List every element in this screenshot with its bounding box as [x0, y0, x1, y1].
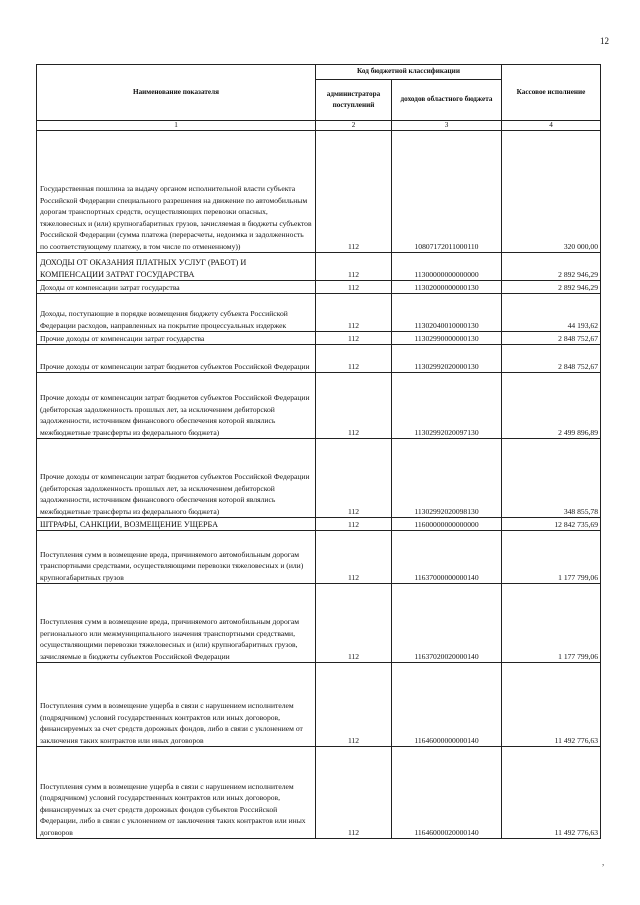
row-admin: 112 [316, 332, 392, 345]
row-admin: 112 [316, 281, 392, 294]
row-admin: 112 [316, 345, 392, 373]
table-row [37, 253, 601, 281]
table-row [37, 531, 601, 584]
scan-speck: , [602, 857, 605, 867]
row-name: Поступления сумм в возмещение ущерба в связи с нарушением исполнителем (подрядчиком) условий государственных контрактов или иных договоров, финансируемых за счет средств дорожных фондов субъектов Российской Федерации, либо в связи с уклонением от заключения таких контрактов или иных договоров [37, 747, 316, 839]
row-admin: 112 [316, 131, 392, 253]
row-code: 11646000020000140 [392, 747, 502, 839]
row-code: 11302000000000130 [392, 281, 502, 294]
row-code: 11637000000000140 [392, 531, 502, 584]
table-row [37, 294, 601, 332]
row-name: ДОХОДЫ ОТ ОКАЗАНИЯ ПЛАТНЫХ УСЛУГ (РАБОТ) И КОМПЕНСАЦИИ ЗАТРАТ ГОСУДАРСТВА [37, 253, 316, 281]
row-admin: 112 [316, 531, 392, 584]
row-name: Поступления сумм в возмещение вреда, причиняемого автомобильным дорогам регионального или межмуниципального значения транспортными средствами, осуществляющими перевозки тяжеловесных и (или) крупногабаритных грузов, зачисляемые в бюджеты субъектов Российской Федерации [37, 584, 316, 663]
row-amount: 44 193,62 [502, 294, 601, 332]
row-amount: 1 177 799,06 [502, 531, 601, 584]
row-admin: 112 [316, 373, 392, 439]
row-code: 11600000000000000 [392, 518, 502, 531]
row-code: 11637020020000140 [392, 584, 502, 663]
row-admin: 112 [316, 439, 392, 518]
row-name: Поступления сумм в возмещение вреда, причиняемого автомобильным дорогам транспортными средствами, осуществляющими перевозки тяжеловесных и (или) крупногабаритных грузов [37, 531, 316, 584]
row-code: 11302992020097130 [392, 373, 502, 439]
row-code: 11302992020098130 [392, 439, 502, 518]
col-number-3: 3 [392, 121, 502, 131]
col-number-2: 2 [316, 121, 392, 131]
row-name: Поступления сумм в возмещение ущерба в связи с нарушением исполнителем (подрядчиком) условий государственных контрактов или иных договоров, финансируемых за счет средств дорожных фондов, либо в связи с уклонением от заключения таких контрактов или иных договоров [37, 663, 316, 747]
header-budget-classification: Код бюджетной классификации [316, 65, 502, 80]
row-admin: 112 [316, 663, 392, 747]
row-amount: 348 855,78 [502, 439, 601, 518]
table-row [37, 332, 601, 345]
col-number-4: 4 [502, 121, 601, 131]
row-name: ШТРАФЫ, САНКЦИИ, ВОЗМЕЩЕНИЕ УЩЕРБА [37, 518, 316, 531]
row-amount: 12 842 735,69 [502, 518, 601, 531]
col-number-1: 1 [37, 121, 316, 131]
row-admin: 112 [316, 747, 392, 839]
table-row [37, 345, 601, 373]
row-name: Прочие доходы от компенсации затрат бюджетов субъектов Российской Федерации (дебиторская задолженность прошлых лет, за исключением дебиторской задолженности, источником финансового обеспечения которой являлись межбюджетные трансферты из федерального бюджета) [37, 439, 316, 518]
row-code: 11300000000000000 [392, 253, 502, 281]
header-cash-execution: Кассовое исполнение [502, 65, 601, 121]
header-admin: администратора поступлений [316, 80, 392, 121]
row-code: 11302992020000130 [392, 345, 502, 373]
row-code: 11302040010000130 [392, 294, 502, 332]
row-amount: 11 492 776,63 [502, 663, 601, 747]
header-name: Наименование показателя [37, 65, 316, 121]
row-admin: 112 [316, 253, 392, 281]
row-name: Доходы от компенсации затрат государства [37, 281, 316, 294]
row-name: Государственная пошлина за выдачу органом исполнительной власти субъекта Российской Федерации специального разрешения на движение по автомобильным дорогам транспортных средств, осуществляющих перевозки опасных, тяжеловесных и (или) крупногабаритных грузов, зачисляемая в бюджеты субъектов Российской Федерации (сумма платежа (перерасчеты, недоимка и задолженность по соответствующему платежу, в том числе по отмененному)) [37, 131, 316, 253]
table-row [37, 518, 601, 531]
row-code: 10807172011000110 [392, 131, 502, 253]
row-amount: 2 848 752,67 [502, 332, 601, 345]
row-name: Прочие доходы от компенсации затрат бюджетов субъектов Российской Федерации [37, 345, 316, 373]
budget-table [36, 64, 601, 839]
table-row [37, 747, 601, 839]
row-admin: 112 [316, 518, 392, 531]
header-income-code: доходов областного бюджета [392, 80, 502, 121]
row-code: 11302990000000130 [392, 332, 502, 345]
row-amount: 320 000,00 [502, 131, 601, 253]
table-row [37, 663, 601, 747]
table-row [37, 373, 601, 439]
row-amount: 1 177 799,06 [502, 584, 601, 663]
row-amount: 2 499 896,89 [502, 373, 601, 439]
row-admin: 112 [316, 584, 392, 663]
row-admin: 112 [316, 294, 392, 332]
table-row [37, 131, 601, 253]
table-row [37, 584, 601, 663]
page-number: 12 [600, 36, 609, 46]
row-amount: 11 492 776,63 [502, 747, 601, 839]
row-amount: 2 892 946,29 [502, 253, 601, 281]
row-name: Прочие доходы от компенсации затрат государства [37, 332, 316, 345]
row-amount: 2 848 752,67 [502, 345, 601, 373]
row-name: Доходы, поступающие в порядке возмещения бюджету субъекта Российской Федерации расходов, направленных на покрытие процессуальных издержек [37, 294, 316, 332]
row-code: 11646000000000140 [392, 663, 502, 747]
row-name: Прочие доходы от компенсации затрат бюджетов субъектов Российской Федерации (дебиторская задолженность прошлых лет, за исключением дебиторской задолженности, источником финансового обеспечения которой являлись межбюджетные трансферты из федерального бюджета) [37, 373, 316, 439]
table-row [37, 281, 601, 294]
row-amount: 2 892 946,29 [502, 281, 601, 294]
table-row [37, 439, 601, 518]
